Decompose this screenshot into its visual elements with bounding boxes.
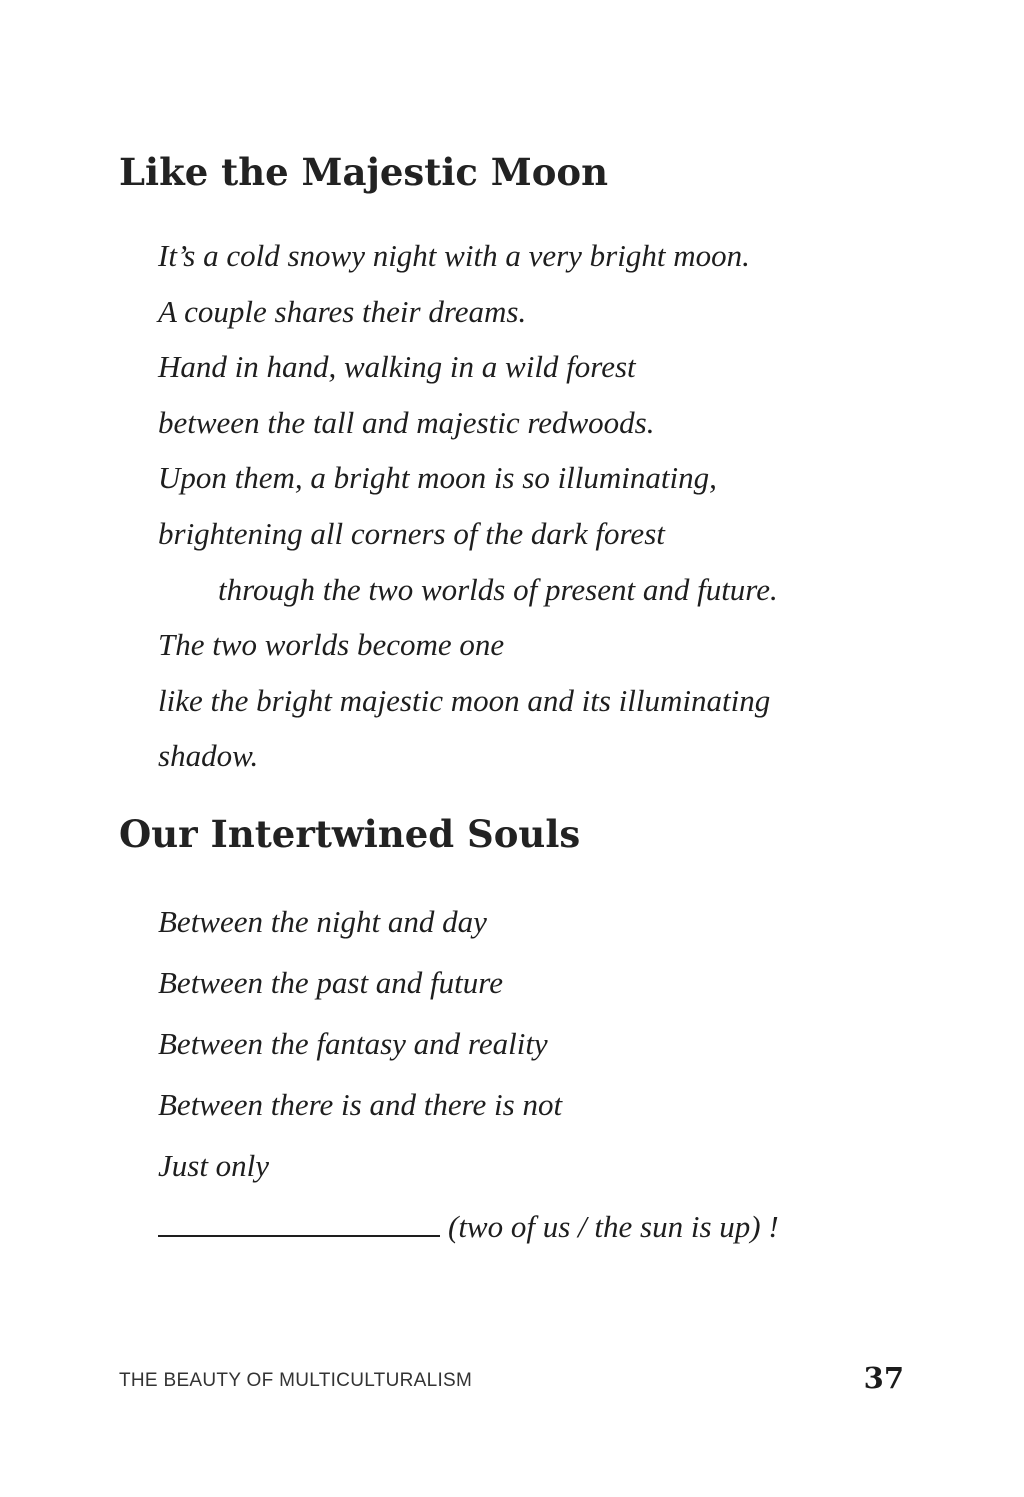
poem-line: between the tall and majestic redwoods. <box>158 404 655 440</box>
poem-line: Between there is and there is not <box>158 1087 563 1122</box>
poem-line: shadow. <box>158 738 259 774</box>
poem-line-text: (two of us / the sun is up) ! <box>448 1209 779 1244</box>
fill-in-blank <box>158 1205 440 1237</box>
poem-line: The two worlds become one <box>158 627 505 663</box>
poem-line: It’s a cold snowy night with a very bright moon. <box>158 238 750 273</box>
poem-title: Our Intertwined Souls <box>119 812 581 856</box>
poem-body <box>158 898 779 1264</box>
poem-line: Between the fantasy and reality <box>158 1026 548 1061</box>
poem-title: Like the Majestic Moon <box>119 150 609 194</box>
poem-line: like the bright majestic moon and its illuminating <box>158 682 771 718</box>
running-footer-book-title: THE BEAUTY OF MULTICULTURALISM <box>119 1370 473 1391</box>
poem-line: A couple shares their dreams. <box>158 293 527 329</box>
poem-line: Upon them, a bright moon is so illuminating, <box>158 460 717 496</box>
page-number: 37 <box>863 1361 904 1395</box>
poem-line-indented: through the two worlds of present and future. <box>218 571 778 607</box>
poem-line: Just only <box>158 1148 270 1183</box>
poem-line: Hand in hand, walking in a wild forest <box>158 349 636 385</box>
poem-line: brightening all corners of the dark forest <box>158 515 665 551</box>
poem-body <box>158 232 778 788</box>
poem-line: Between the past and future <box>158 965 503 1000</box>
poem-line-with-blank <box>158 1203 779 1264</box>
poem-line: Between the night and day <box>158 904 487 939</box>
